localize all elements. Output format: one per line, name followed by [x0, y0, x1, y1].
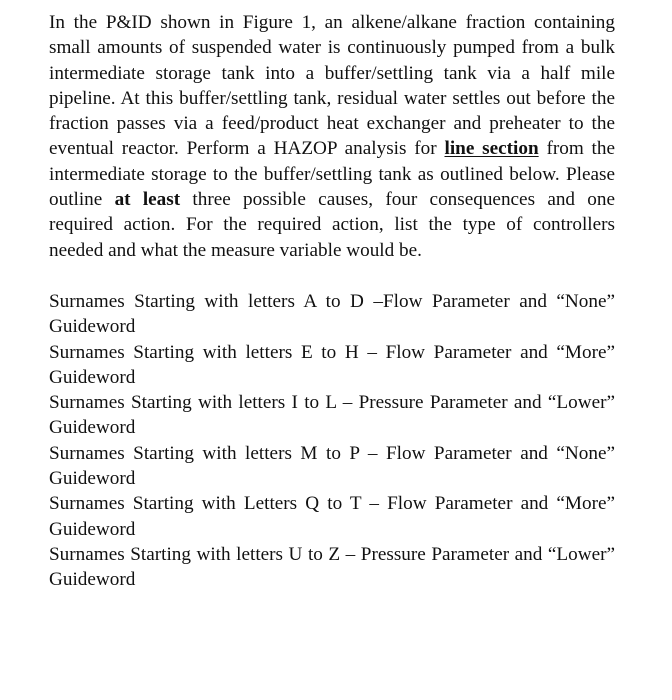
question-text-part2: from the intermediate storage to the buffer/settling tank as outlined below. Please outline [49, 138, 615, 211]
assignment-item-m-p: Surnames Starting with letters M to P – Flow Parameter and “None” Guideword [49, 442, 615, 490]
question-paragraph [49, 10, 615, 263]
assignment-item-u-z: Surnames Starting with letters U to Z – Pressure Parameter and “Lower” Guideword [49, 543, 615, 591]
question-emphasis-at-least: at least [114, 189, 181, 211]
assignment-item-e-h: Surnames Starting with letters E to H – Flow Parameter and “More” Guideword [49, 341, 615, 388]
question-emphasis-line-section: line section [444, 138, 539, 160]
assignment-item-q-t: Surnames Starting with Letters Q to T – Flow Parameter and “More” Guideword [49, 493, 615, 540]
assignment-item-i-l: Surnames Starting with letters I to L – Pressure Parameter and “Lower” Guideword [49, 392, 615, 439]
assignment-item-a-d: Surnames Starting with letters A to D –Flow Parameter and “None” Guideword [49, 290, 615, 338]
question-text-part1: In the P&ID shown in Figure 1, an alkene/alkane fraction containing small amounts of suspended water is continuously pumped from a bulk intermediate storage tank into a buffer/settling tank via a half mile pipeline. At this buffer/settling tank, residual water settles out before the fraction passes via a feed/product heat exchanger and preheater to the eventual reactor. Perform a HAZOP analysis for [49, 12, 615, 160]
paragraph-spacer [49, 263, 615, 289]
assignment-list [49, 289, 615, 593]
question-text-part3: three possible causes, four consequences and one required action. For the required action, list the type of controllers needed and what the measure variable would be. [49, 189, 615, 261]
document-page [49, 10, 615, 593]
